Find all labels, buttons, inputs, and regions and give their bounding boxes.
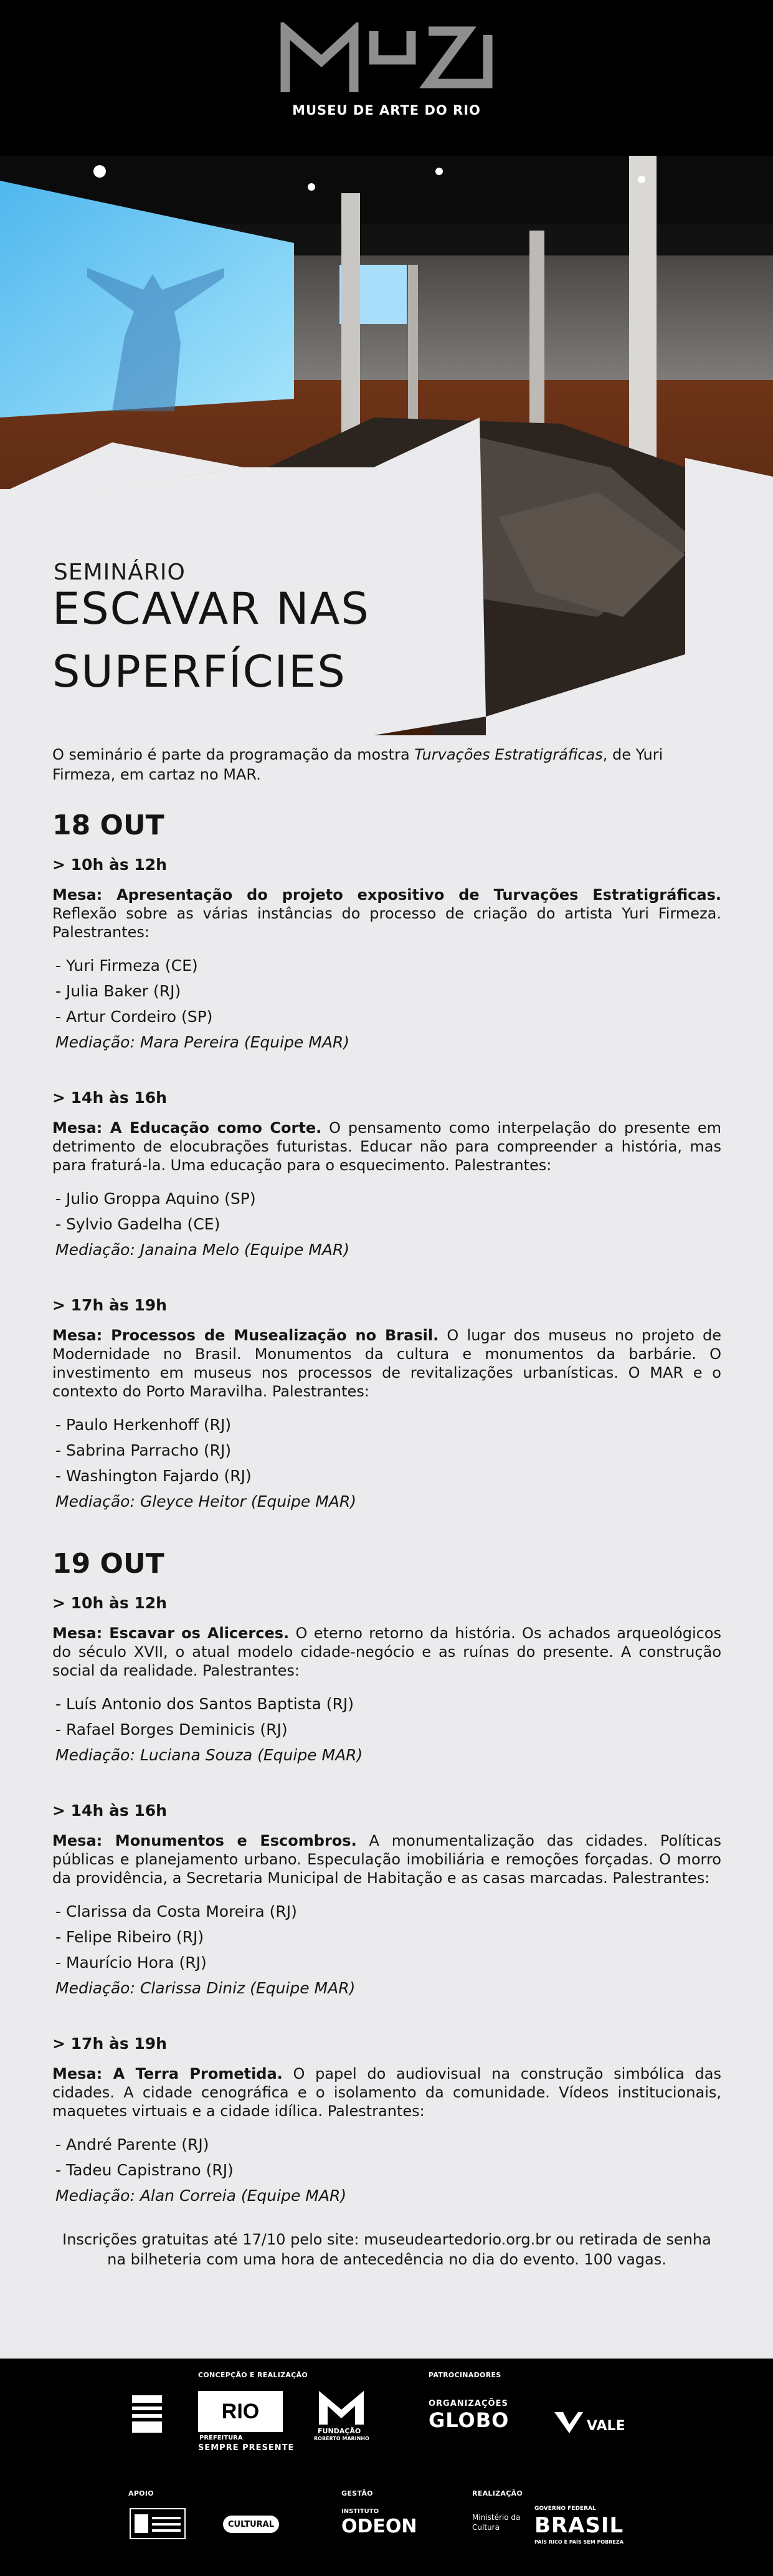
- registration-line1: Inscrições gratuitas até 17/10 pelo site: museudeartedorio.org.br ou retirada de senha: [62, 2231, 711, 2248]
- organizacoes-text: ORGANIZAÇÕES: [429, 2399, 508, 2408]
- rio-text: RIO: [221, 2399, 260, 2423]
- session-description: [52, 1624, 721, 1680]
- odeon-text: ODEON: [341, 2516, 417, 2537]
- session-time: > 10h às 12h: [52, 1594, 167, 1612]
- day-label: 18 OUT: [52, 809, 164, 841]
- session-title: Mesa: A Educação como Corte.: [52, 1119, 322, 1137]
- speaker: - André Parente (RJ): [55, 2135, 209, 2154]
- speaker: - Luís Antonio dos Santos Baptista (RJ): [55, 1695, 354, 1713]
- mediation: Mediação: Clarissa Diniz (Equipe MAR): [55, 1979, 356, 1997]
- program-content: [52, 745, 721, 2269]
- sponsor-footer: [0, 2359, 773, 2576]
- day-section: [52, 808, 721, 1514]
- speaker: - Felipe Ribeiro (RJ): [55, 1928, 204, 1946]
- rio-logo: [198, 2391, 283, 2432]
- session-desc: O pensamento como interpelação do presente em detrimento de elocubrações futuristas. Educar não para compreender a história, mas para fraturá-la. Uma educação para o esquecimento. Palestrantes:: [52, 1119, 722, 1174]
- speaker: - Paulo Herkenhoff (RJ): [55, 1416, 232, 1434]
- label-gestao: GESTÃO: [341, 2489, 373, 2497]
- session-description: [52, 2064, 721, 2120]
- hero-kicker: SEMINÁRIO: [54, 560, 186, 585]
- intro-before: O seminário é parte da programação da mostra: [52, 746, 415, 763]
- governo-text: GOVERNO FEDERAL: [534, 2506, 596, 2512]
- ministerio-text: Ministério da: [472, 2513, 521, 2522]
- session-time: > 17h às 19h: [52, 2035, 167, 2053]
- fundacao-text: FUNDAÇÃO: [318, 2427, 361, 2435]
- session-title: Mesa: Processos de Musealização no Brasil.: [52, 1327, 439, 1344]
- speaker: - Rafael Borges Deminicis (RJ): [55, 1720, 288, 1739]
- session: [52, 1295, 721, 1514]
- speaker: - Julio Groppa Aquino (SP): [55, 1190, 256, 1208]
- apoio-logo-icon: [130, 2508, 186, 2539]
- cultura-text: Cultura: [472, 2523, 500, 2532]
- hero-title-line2: SUPERFÍCIES: [52, 646, 346, 697]
- speaker: - Maurício Hora (RJ): [55, 1953, 207, 1972]
- label-apoio: APOIO: [128, 2489, 154, 2497]
- sempre-presente: SEMPRE PRESENTE: [198, 2443, 295, 2453]
- intro-exhibition: Turvações Estratigráficas: [414, 746, 603, 763]
- intro-after: , de Yuri Firmeza, em cartaz no MAR.: [52, 746, 663, 783]
- globo-text: GLOBO: [429, 2408, 510, 2432]
- session-description: [52, 885, 721, 942]
- mediation: Mediação: Janaina Melo (Equipe MAR): [55, 1241, 350, 1259]
- speaker-list: [52, 2132, 721, 2183]
- session-desc: O eterno retorno da história. Os achados arqueológicos do século XVII, o atual modelo cidade-negócio e as ruínas do presente. A construção social da realidade. Palestrantes:: [52, 1624, 721, 1679]
- mediation: Mediação: Mara Pereira (Equipe MAR): [55, 1033, 350, 1051]
- roberto-marinho-text: ROBERTO MARINHO: [314, 2436, 369, 2441]
- speaker-list: [52, 1691, 721, 1742]
- speaker-list: [52, 1899, 721, 1975]
- session-description: [52, 1119, 721, 1175]
- session: [52, 1800, 721, 2001]
- speaker: - Yuri Firmeza (CE): [55, 956, 198, 975]
- speaker: - Julia Baker (RJ): [55, 982, 181, 1000]
- session-title: Mesa: A Terra Prometida.: [52, 2065, 283, 2082]
- vale-text: VALE: [587, 2418, 625, 2434]
- cultural-logo: [223, 2516, 279, 2533]
- label-concepcao: CONCEPÇÃO E REALIZAÇÃO: [198, 2371, 308, 2379]
- speaker: - Sylvio Gadelha (CE): [55, 1215, 221, 1233]
- pais-rico-text: PAÍS RICO É PAÍS SEM POBREZA: [534, 2539, 624, 2545]
- session-time: > 10h às 12h: [52, 856, 167, 874]
- mediation: Mediação: Luciana Souza (Equipe MAR): [55, 1746, 363, 1764]
- session-time: > 17h às 19h: [52, 1296, 167, 1314]
- session-description: [52, 1326, 721, 1401]
- rio-sub: PREFEITURA: [199, 2435, 243, 2441]
- session-desc: O lugar dos museus no projeto de Modernidade no Brasil. Monumentos da cultura e monumentos da barbárie. O investimento em museus nos processos de revitalizações urbanísticas. O MAR e o contexto do Porto Maravilha. Palestrantes:: [52, 1327, 721, 1400]
- session-description: [52, 1831, 721, 1887]
- session: [52, 1593, 721, 1768]
- speaker: - Sabrina Parracho (RJ): [55, 1441, 232, 1459]
- mediation: Mediação: Alan Correia (Equipe MAR): [55, 2187, 347, 2205]
- session-time: > 14h às 16h: [52, 1801, 167, 1820]
- mar-logo-icon: [280, 22, 493, 97]
- state-logo-icon: [131, 2393, 163, 2436]
- registration-info: [52, 2230, 721, 2269]
- hero-title-line1: ESCAVAR NAS: [52, 583, 370, 634]
- session-desc: Reflexão sobre as várias instâncias do processo de criação do artista Yuri Firmeza. Palestrantes:: [52, 905, 721, 941]
- session-title: Mesa: Apresentação do projeto expositivo de Turvações Estratigráficas.: [52, 886, 721, 904]
- intro-text: [52, 745, 721, 785]
- label-patrocinadores: PATROCINADORES: [429, 2371, 501, 2379]
- speaker: - Artur Cordeiro (SP): [55, 1008, 213, 1026]
- museum-name: MUSEU DE ARTE DO RIO: [292, 103, 481, 118]
- vale-logo-icon: [553, 2410, 584, 2435]
- registration-line2: na bilheteria com uma hora de antecedência no dia do evento. 100 vagas.: [107, 2251, 666, 2268]
- brasil-text: BRASIL: [534, 2513, 624, 2538]
- session-title: Mesa: Monumentos e Escombros.: [52, 1832, 357, 1849]
- session: [52, 1087, 721, 1262]
- session-desc: O papel do audiovisual na construção simbólica das cidades. A cidade cenográfica e o isolamento da comunidade. Vídeos institucionais, maquetes virtuais e a cidade idílica. Palestrantes:: [52, 2065, 721, 2120]
- cultural-text: CULTURAL: [227, 2519, 274, 2529]
- speaker: - Washington Fajardo (RJ): [55, 1467, 252, 1485]
- label-realizacao: REALIZAÇÃO: [472, 2489, 523, 2497]
- fundacao-logo-icon: [316, 2388, 366, 2426]
- speaker-list: [52, 1412, 721, 1489]
- session-desc: A monumentalização das cidades. Políticas públicas e planejamento urbano. Especulação imobiliária e remoções forçadas. O morro da providência, a Secretaria Municipal de Habitação e as casas marcadas. Palestrantes:: [52, 1832, 721, 1887]
- session: [52, 2033, 721, 2208]
- header-bar: [0, 0, 773, 156]
- session-time: > 14h às 16h: [52, 1089, 167, 1107]
- mediation: Mediação: Gleyce Heitor (Equipe MAR): [55, 1492, 357, 1510]
- speaker: - Tadeu Capistrano (RJ): [55, 2161, 234, 2179]
- speaker: - Clarissa da Costa Moreira (RJ): [55, 1902, 297, 1920]
- session-title: Mesa: Escavar os Alicerces.: [52, 1624, 290, 1642]
- day-label: 19 OUT: [52, 1548, 164, 1580]
- speaker-list: [52, 1186, 721, 1237]
- session: [52, 854, 721, 1055]
- day-section: [52, 1547, 721, 2208]
- speaker-list: [52, 953, 721, 1029]
- instituto-text: INSTITUTO: [341, 2508, 379, 2515]
